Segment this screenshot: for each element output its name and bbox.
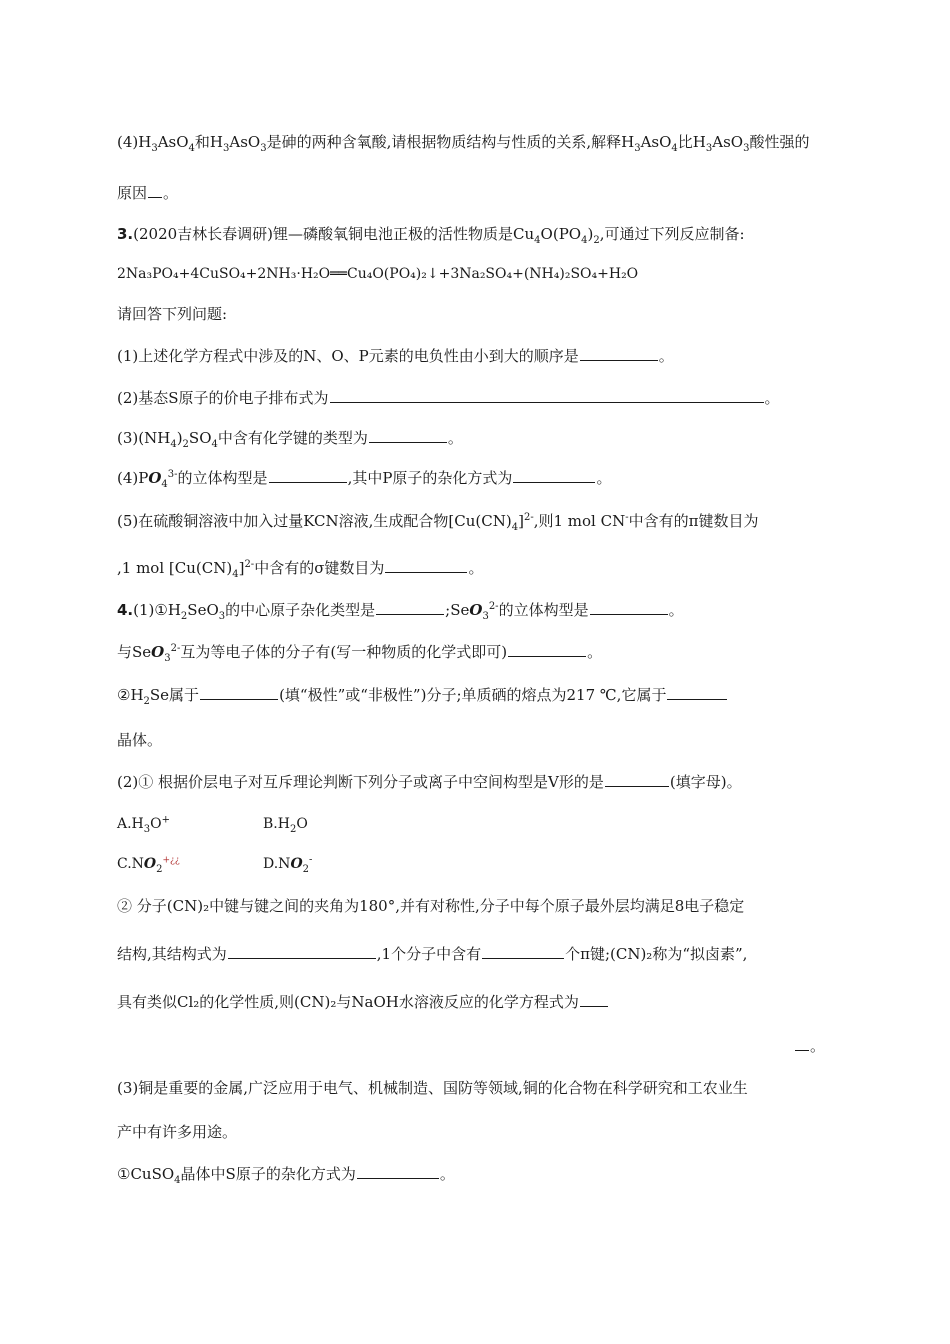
q3-ask: 请回答下列问题: (117, 305, 228, 323)
reaction-equation: 2Na₃PO₄+4CuSO₄+2NH₃·H₂O══Cu₄O(PO₄)₂↓+3Na₂SO₄+(NH₄)₂SO₄+H₂O (117, 266, 639, 282)
answer-blank[interactable] (330, 388, 764, 403)
answer-blank[interactable] (580, 992, 608, 1007)
answer-blank[interactable] (385, 558, 467, 573)
q4-line11: 产中有许多用途。 (117, 1123, 238, 1141)
q4-line12: ①CuSO$_4$晶体中S原子的杂化方式为 。 (117, 1165, 455, 1186)
q3-part4: $(4)PO_4^{3-}$的立体构型是 ,其中P原子的杂化方式为 。 (117, 469, 612, 490)
q2-4-line2: 原因 。 (117, 184, 179, 202)
answer-blank[interactable] (148, 183, 162, 198)
answer-blank[interactable] (200, 685, 278, 700)
answer-blank[interactable] (376, 600, 444, 615)
q3-intro: 3.(2020吉林长春调研)锂—磷酸氧铜电池正极的活性物质是$Cu_4O(PO_4)_2$,可通过下列反应制备: (117, 225, 745, 246)
answer-blank[interactable] (795, 1036, 809, 1051)
q4-line9: 。 (794, 1036, 825, 1056)
q2-4-line1: $(4)H_3AsO_4$和$H_3AsO_3$是砷的两种含氧酸,请根据物质结构与性质的关系,解释$H_3AsO_4$比$H_3AsO_3$酸性强的 (117, 133, 810, 154)
question-number: 3. (117, 225, 134, 243)
q4-line10: (3)铜是重要的金属,广泛应用于电气、机械制造、国防等领域,铜的化合物在科学研究和工农业生 (117, 1079, 748, 1097)
q3-part1: (1)上述化学方程式中涉及的N、O、P元素的电负性由小到大的顺序是 。 (117, 347, 674, 365)
q4-line1: $4.(1)①H_2SeO_3$的中心原子杂化类型是 ;SeO$_3^{2-}$的立体构型是 。 (117, 601, 684, 622)
q4-line4: 晶体。 (117, 731, 163, 749)
option-c: $C.NO_2^{+¿¿}$ (117, 855, 180, 875)
option-b: $B.H_2O$ (263, 816, 308, 835)
q3-part5-line1: (5)在硫酸铜溶液中加入过量KCN溶液,生成配合物$[Cu(CN)_4]^{2-}$,则1 mol CN-中含有的π键数目为 (117, 512, 759, 533)
answer-blank[interactable] (667, 685, 727, 700)
q4-line6: ② 分子(CN)₂中键与键之间的夹角为180°,并有对称性,分子中每个原子最外层均满足8电子稳定 (117, 897, 745, 915)
answer-blank[interactable] (590, 600, 668, 615)
answer-blank[interactable] (580, 346, 658, 361)
question-number: 4. (117, 601, 134, 619)
answer-blank[interactable] (513, 468, 595, 483)
q3-part3: $(3)(NH_4)_2SO_4$中含有化学键的类型为 。 (117, 429, 463, 450)
option-d: $D.NO_2^-$ (263, 854, 313, 875)
q4-line8: 具有类似Cl₂的化学性质,则(CN)₂与NaOH水溶液反应的化学方程式为 (117, 992, 609, 1012)
q3-part5-line2: ,1 mol $[Cu(CN)_4]^{2-}$中含有的σ键数目为 。 (117, 559, 484, 580)
answer-blank[interactable] (605, 772, 669, 787)
answer-blank[interactable] (482, 944, 564, 959)
q4-line2: 与SeO$_3^{2-}$互为等电子体的分子有(写一种物质的化学式即可) 。 (117, 643, 603, 664)
q3-part2: (2)基态S原子的价电子排布式为 。 (117, 389, 780, 407)
answer-blank[interactable] (269, 468, 347, 483)
answer-blank[interactable] (357, 1164, 439, 1179)
answer-blank[interactable] (508, 642, 586, 657)
q4-line7: 结构,其结构式为 ,1个分子中含有 个π键;(CN)₂称为“拟卤素”, (117, 945, 748, 963)
answer-blank[interactable] (369, 428, 447, 443)
option-a: $A.H_3O^+$ (117, 814, 171, 835)
answer-blank[interactable] (228, 944, 376, 959)
q4-line5: (2)① 根据价层电子对互斥理论判断下列分子或离子中空间构型是V形的是 (填字母)。 (117, 773, 742, 791)
q4-line3: $②H_2Se$属于 (填“极性”或“非极性”)分子;单质硒的熔点为217 ℃,它属于 (117, 685, 728, 705)
